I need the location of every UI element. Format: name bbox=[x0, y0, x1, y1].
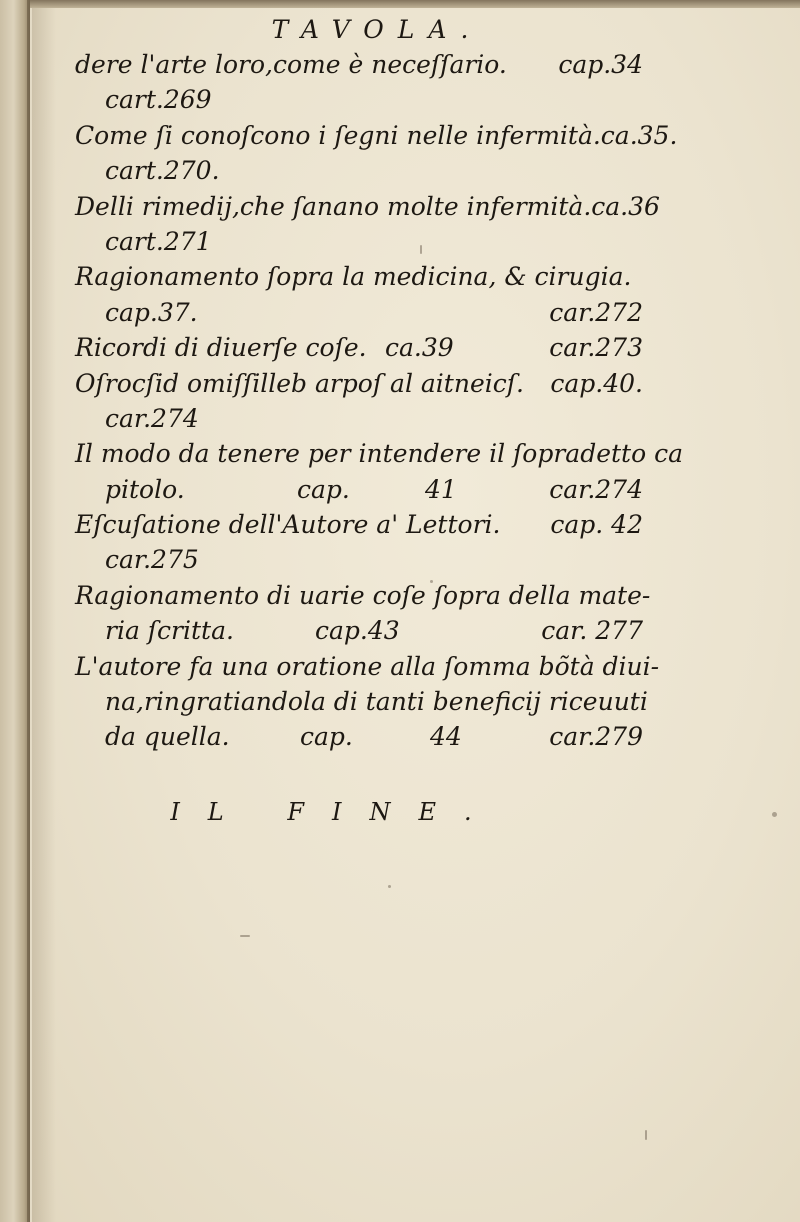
chapter-ref: cap.40. bbox=[550, 368, 643, 398]
toc-line bbox=[75, 719, 655, 754]
toc-entry bbox=[75, 507, 655, 578]
entry-text: Il modo da tenere per intendere il ſopradetto ca bbox=[75, 439, 683, 469]
toc-entry bbox=[75, 330, 655, 365]
toc-line bbox=[75, 118, 678, 153]
chapter-number: 41 bbox=[425, 474, 457, 504]
toc-line bbox=[75, 259, 655, 294]
toc-line bbox=[75, 578, 655, 613]
page-ref: car.279 bbox=[549, 722, 643, 752]
toc-line bbox=[75, 82, 655, 117]
entry-text: Ragionamento di uarie coſe ſopra della mate- bbox=[75, 580, 651, 610]
toc-line bbox=[75, 472, 655, 507]
binding-shadow bbox=[27, 0, 30, 1222]
page-ref: car.274 bbox=[105, 403, 199, 433]
chapter-number: 44 bbox=[430, 722, 462, 752]
toc-entry bbox=[75, 47, 655, 118]
toc-line bbox=[75, 436, 683, 471]
spacer bbox=[75, 755, 655, 795]
entry-text: Come ſi conoſcono i ſegni nelle infermità.ca.35. bbox=[75, 120, 678, 150]
toc-line bbox=[75, 153, 655, 188]
toc-line bbox=[75, 613, 655, 648]
page-ref: car. 277 bbox=[541, 616, 643, 646]
page-ref: cart.271 bbox=[105, 226, 212, 256]
paper-speck bbox=[240, 935, 250, 937]
entry-text: L'autore fa una oratione alla ſomma bõtà diui- bbox=[75, 651, 660, 681]
toc-entry bbox=[75, 436, 683, 507]
toc-line bbox=[75, 330, 655, 365]
gutter-shadow bbox=[32, 8, 56, 1222]
page-ref: cart.270. bbox=[105, 156, 220, 186]
page-ref: car.274 bbox=[549, 474, 643, 504]
table-of-contents bbox=[75, 12, 683, 830]
page-ref: car.273 bbox=[549, 333, 643, 363]
toc-entry bbox=[75, 649, 660, 755]
toc-line bbox=[75, 47, 655, 82]
paper-speck bbox=[772, 812, 777, 817]
page-ref: car.275 bbox=[105, 545, 199, 575]
entry-text: dere l'arte loro,come è neceſſario. bbox=[75, 50, 507, 79]
toc-entry bbox=[75, 118, 678, 189]
toc-line bbox=[75, 366, 655, 401]
toc-entry bbox=[75, 578, 655, 649]
chapter-label: cap. bbox=[300, 722, 353, 752]
entry-text: Oſrocſid omiſſilleb arpoſ al aitneicſ. bbox=[75, 368, 524, 398]
chapter-ref: cap. 42 bbox=[550, 510, 643, 540]
running-head: TAVOLA. bbox=[271, 15, 483, 44]
entry-text: Ricordi di diuerſe coſe. bbox=[75, 333, 367, 363]
toc-line bbox=[75, 649, 660, 684]
toc-line bbox=[75, 295, 655, 330]
paper-speck bbox=[645, 1130, 647, 1140]
toc-line bbox=[75, 507, 655, 542]
entry-text: Delli rimedij,che ſanano molte infermità.ca.36 bbox=[75, 191, 660, 221]
chapter-ref: ca.39 bbox=[385, 333, 454, 363]
entry-text-continued: pitolo. bbox=[105, 474, 185, 504]
entry-text-continued: ria ſcritta. bbox=[105, 616, 234, 646]
entry-text-continued: da quella. bbox=[105, 722, 230, 752]
toc-entry bbox=[75, 366, 655, 437]
toc-entry bbox=[75, 259, 655, 330]
toc-line bbox=[75, 684, 655, 719]
chapter-ref: cap.34 bbox=[558, 50, 643, 79]
colophon: IL FINE. bbox=[170, 797, 500, 826]
chapter-label: cap. bbox=[297, 474, 350, 504]
toc-line bbox=[75, 189, 660, 224]
entry-text: Ragionamento ſopra la medicina, & cirugia. bbox=[75, 262, 632, 292]
paper-speck bbox=[388, 885, 391, 888]
chapter-ref: cap.43 bbox=[315, 616, 400, 646]
top-page-edge bbox=[0, 0, 800, 8]
page-ref: cart.269 bbox=[105, 85, 212, 115]
toc-entry bbox=[75, 189, 660, 260]
entry-text: Eſcuſatione dell'Autore a' Lettori. bbox=[75, 510, 501, 540]
left-page-edges bbox=[0, 0, 30, 1222]
page-ref: car.272 bbox=[549, 297, 643, 327]
toc-line bbox=[75, 401, 655, 436]
entry-text-continued: na,ringratiandola di tanti beneficij riceuuti bbox=[105, 687, 648, 717]
toc-line bbox=[75, 542, 655, 577]
toc-entries bbox=[75, 47, 683, 755]
chapter-ref: cap.37. bbox=[105, 297, 198, 327]
toc-line bbox=[75, 224, 655, 259]
